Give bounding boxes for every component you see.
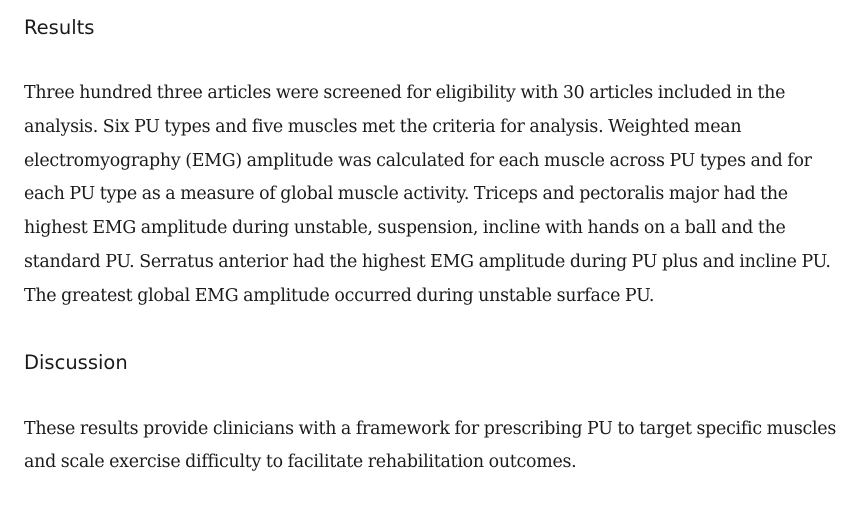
results-heading: Results (24, 16, 95, 39)
discussion-paragraph: These results provide clinicians with a framework for prescribing PU to target specific muscles and scale exercise difficulty to facilitate rehabilitation outcomes. (24, 418, 837, 473)
discussion-section (24, 350, 854, 481)
results-paragraph: Three hundred three articles were screened for eligibility with 30 articles included in the analysis. Six PU types and five muscles met the criteria for analysis. Weighted mean electromyography (EMG) amplitude was calculated for each muscle across PU types and for each PU type as a measure of global muscle activity. Triceps and pectoralis major had the highest EMG amplitude during unstable, suspension, incline with hands on a ball and the standard PU. Serratus anterior had the highest EMG amplitude during PU plus and incline PU. The greatest global EMG amplitude occurred during unstable surface PU. (24, 83, 831, 306)
results-section (24, 15, 854, 314)
abstract-content (24, 0, 854, 480)
discussion-heading: Discussion (24, 350, 128, 374)
